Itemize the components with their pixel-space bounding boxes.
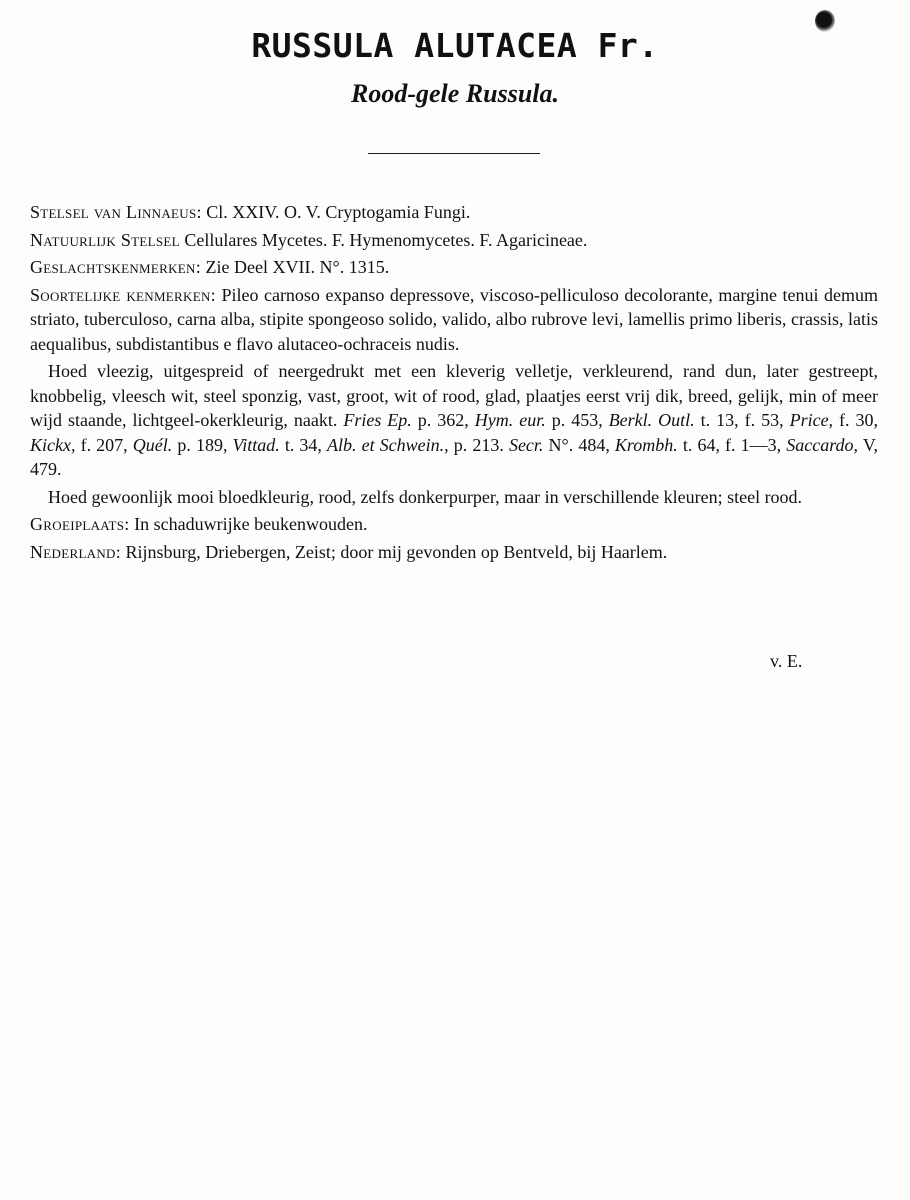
netherlands-label: Nederland: (30, 541, 122, 562)
ref-secr-page: N°. 484, (548, 434, 610, 455)
page-subtitle: Rood-gele Russula. (350, 79, 560, 108)
ref-price-page: f. 30, (839, 410, 879, 430)
natural-system-line (30, 228, 878, 253)
genus-label: Geslachtskenmerken: (30, 257, 202, 277)
genus-line (30, 255, 878, 280)
ref-hym-page: p. 453, (551, 410, 603, 430)
description-paragraph (30, 359, 878, 482)
species-paragraph (30, 283, 878, 357)
ref-hym: Hym. eur. (474, 410, 546, 430)
ref-quel: Quél. (132, 434, 173, 455)
genus-value: Zie Deel XVII. N°. 1315. (205, 257, 390, 277)
ref-vittad-page: t. 34, (284, 434, 322, 455)
species-label: Soortelijke kenmerken: (30, 284, 216, 305)
ref-kickx-page: f. 207, (80, 434, 128, 455)
ref-alb-page: p. 213. (453, 434, 504, 455)
document-body (30, 200, 878, 567)
divider (368, 153, 540, 154)
colour-note: Hoed gewoonlijk mooi bloedkleurig, rood, zelfs donkerpurper, maar in verschillende kleuren; steel rood. (48, 486, 803, 507)
signature: v. E. (770, 651, 803, 671)
habitat-label: Groeiplaats: (30, 514, 130, 534)
ref-kickx: Kickx, (30, 434, 76, 455)
natural-system-value: Cellulares Mycetes. F. Hymenomycetes. F. Agaricineae. (184, 229, 588, 250)
habitat-line (30, 512, 878, 537)
ref-berkl: Berkl. Outl. (608, 410, 695, 430)
ref-krombh-page: t. 64, f. 1—3, (682, 434, 782, 455)
ref-vittad: Vittad. (232, 434, 280, 455)
ref-fries-page: p. 362, (417, 410, 469, 430)
netherlands-line (30, 540, 878, 565)
page-title: RUSSULA ALUTACEA Fr. (251, 26, 659, 65)
linnaeus-line (30, 200, 878, 225)
ref-price: Price, (789, 410, 834, 430)
habitat-value: In schaduwrijke beukenwouden. (134, 514, 368, 534)
ref-secr: Secr. (508, 434, 544, 455)
netherlands-value: Rijnsburg, Driebergen, Zeist; door mij gevonden op Bentveld, bij Haarlem. (125, 541, 668, 562)
natural-system-label: Natuurlijk Stelsel (30, 229, 180, 250)
description-text: Hoed vleezig, uitgespreid of neergedrukt met een kleverig velletje, verkleurend, rand dun, later gestreept, knobbelig, vleesch wit, steel sponzig, vast, groot, wit of rood, glad, plaatjes eerst vrij dik, breed, gelijk, min of meer wijd staande, lichtgeel-okerkleurig, naakt. (30, 361, 878, 430)
ref-krombh: Krombh. (614, 434, 678, 455)
linnaeus-value: Cl. XXIV. O. V. Cryptogamia Fungi. (206, 202, 471, 222)
ref-fries: Fries Ep. (343, 410, 412, 430)
species-latin: Pileo carnoso expanso depressove, viscoso-pelliculoso decolorante, margine tenui demum striato, tuberculoso, carna alba, stipite spongeoso solido, valido, albo rubrove levi, lamellis primo liberis, crassis, latis aequalibus, subdistantibus e flavo alutaceo-ochraceis nudis. (30, 284, 878, 354)
linnaeus-label: Stelsel van Linnaeus: (30, 202, 202, 222)
ref-saccardo-page: V, 479. (30, 434, 879, 479)
ref-saccardo: Saccardo, (786, 434, 859, 455)
ref-quel-page: p. 189, (177, 434, 228, 455)
ref-berkl-page: t. 13, f. 53, (700, 410, 784, 430)
ref-alb: Alb. et Schwein., (327, 434, 449, 455)
